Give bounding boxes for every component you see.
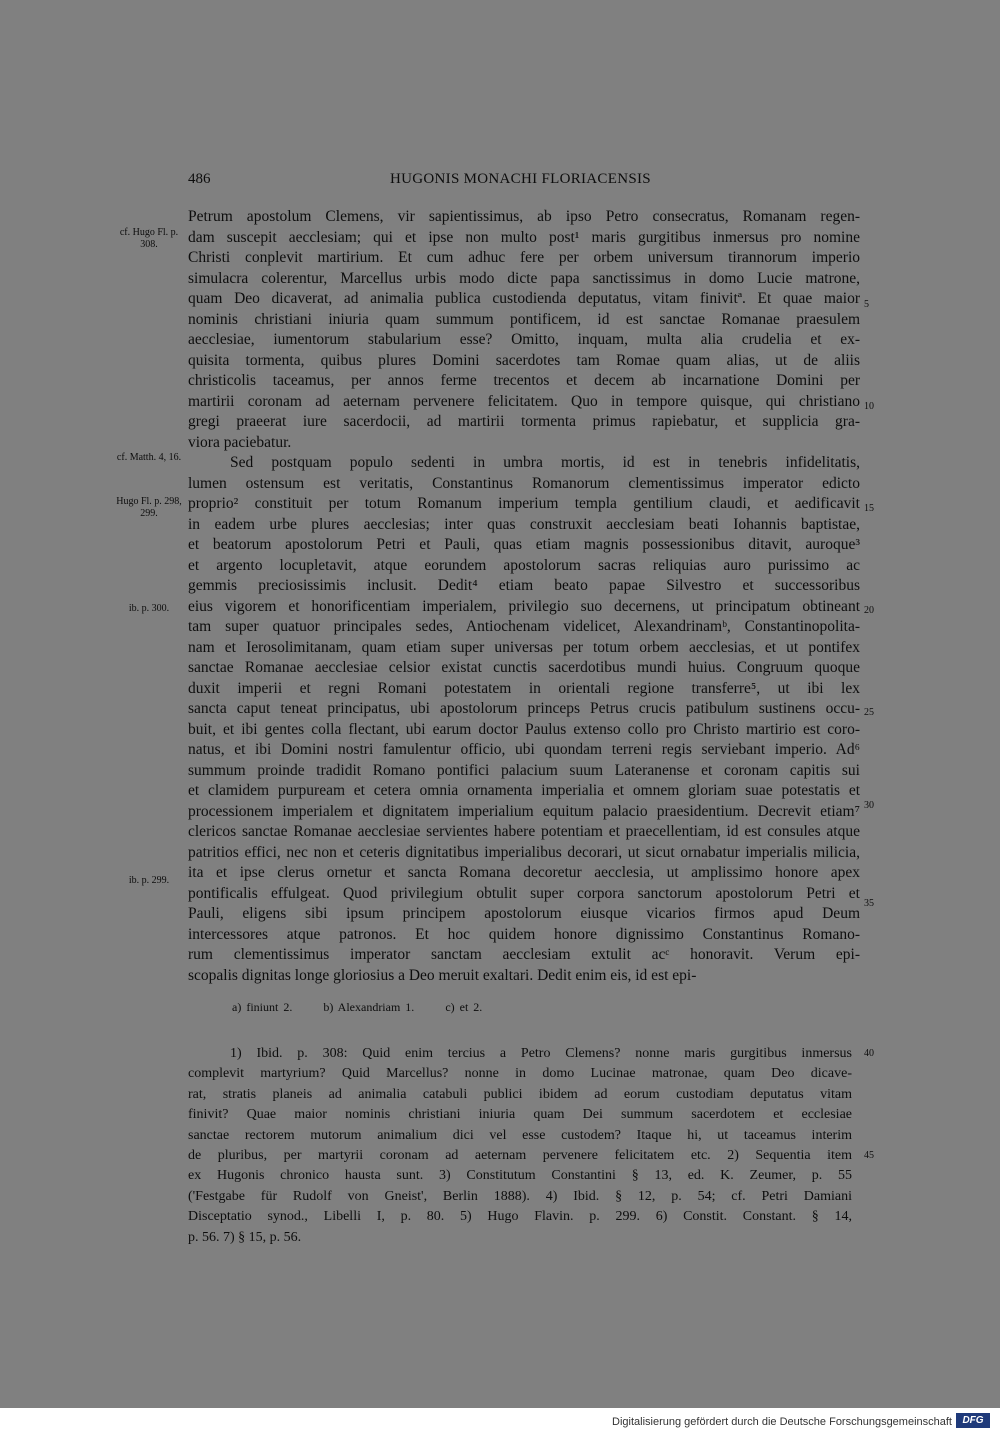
footnote-line: rat, stratis planeis ad animalia catabuli publici ibidem ad eorum custodiam deputatus vitam [188, 1086, 852, 1102]
text-line: ita et ipse clerus ornetur et sancta Romana decoretur aecclesia, ut amplissimo honore apex [188, 864, 860, 881]
line-number: 45 [864, 1150, 874, 1161]
text-line: patritios effici, nec non et ceteris dignitatibus imperialibus decorari, ut sicut ornabatur imperialis milicia, [188, 843, 860, 861]
footnote-line: complevit martyrium? Quid Marcellus? nonne in domo Lucinae matronae, quam Deo dicave- [188, 1066, 852, 1082]
text-line: Pauli, eligens sibi ipsum principem apostolorum eiusque vicarios firmos apud Deum [188, 905, 860, 922]
text-line: sanctae Romanae aecclesiae celsior existat cunctis sacerdotibus mundi huius. Congruum quoque [188, 659, 860, 676]
line-number: 40 [864, 1048, 874, 1059]
text-line: buit, et ibi gentes colla flectant, ubi earum doctor Paulus extenso collo pro Christo martirio est coro- [188, 720, 860, 738]
side-note: ib. p. 300. [128, 603, 170, 614]
text-line: clericos sanctae Romanae aecclesiae servientes habere potentiam et praecellentiam, id est consules atque [188, 823, 860, 840]
text-line: intercessores atque patronos. Et hoc quidem honore dignissimo Constantinus Romano- [188, 925, 860, 943]
side-note: Hugo Fl. p. 298, 299. [116, 496, 182, 519]
text-line: pontificalis effulgeat. Quod privilegium obtulit super corpora sanctorum apostolorum Petri et [188, 884, 860, 902]
text-line: martirii coronam ad aeternam pervenere felicitatem. Quo in tempore quisque, qui christiano [188, 392, 860, 410]
text-line: et beatorum apostolorum Petri et Pauli, quas etiam magnis possessionibus ditavit, auroque³ [188, 536, 860, 553]
text-line: aecclesiae, iumentorum stabularium esse? Omitto, inquam, multa alia crudelia et ex- [188, 331, 860, 348]
text-line: eius vigorem et honorificentiam imperialem, privilegio suo decernens, ut principatum obtineant [188, 597, 860, 615]
page-number: 486 [188, 171, 211, 187]
footnote-line: sanctae rectorem mutorum animalium dici vel esse custodem? Itaque hi, ut taceamus interim [188, 1127, 852, 1143]
text-line: gregi praeerat iure sacerdocii, ad martirii tormenta primus rapiebatur, et supplicia gra- [188, 413, 860, 430]
apparatus-entry: c) et 2. [445, 1000, 483, 1014]
footnote-line: de pluribus, per martyrii coronam ad aeternam pervenere felicitatem etc. 2) Sequentia item [188, 1147, 852, 1163]
text-line: Christi conplevit martirium. Et cum adhuc fere per orbem universum tirannorum imperio [188, 249, 860, 266]
dfg-logo: DFG [956, 1413, 990, 1428]
text-line: in eadem urbe plures aecclesias; inter quas construxit aecclesiam beati Iohannis baptistae, [188, 515, 860, 533]
text-line: quisita tormenta, quibus plures Domini sacerdotes tam Romae quam alias, ut de aliis [188, 351, 860, 369]
side-note: cf. Hugo Fl. p. 308. [119, 227, 179, 250]
line-number: 30 [864, 800, 874, 811]
line-number: 25 [864, 707, 874, 718]
text-line: duxit imperii et regni Romani potestatem in orientali regione transferre⁵, ut ibi lex [188, 679, 860, 697]
footnote-line: ('Festgabe für Rudolf von Gneist', Berlin 1888). 4) Ibid. § 12, p. 54; cf. Petri Damiani [188, 1188, 852, 1204]
text-line: nominis christiani iniuria quam summum pontificem, id est sanctae Romanae praesulem [188, 310, 860, 328]
line-number: 20 [864, 605, 874, 616]
text-line: proprio² constituit per totum Romanum imperium templa gentilium claudi, et aedificavit [188, 495, 860, 512]
text-line: natus, et ibi Domini nostri famulentur officio, ubi quondam terreni regis serviebant imperio. Ad⁶ [188, 741, 860, 758]
line-number: 5 [864, 299, 869, 310]
text-line: scopalis dignitas longe gloriosius a Deo meruit exaltari. Dedit enim eis, id est epi- [188, 966, 697, 984]
text-line: Sed postquam populo sedenti in umbra mortis, id est in tenebris infidelitatis, [230, 454, 860, 471]
text-line: sancta caput teneat principatus, ubi apostolorum princeps Petrus crucis patibulum sustinens occu- [188, 700, 860, 717]
text-line: processionem imperialem et dignitatem imperialium equitum palacio praesidentium. Decrevit etiam⁷ [188, 802, 860, 820]
footnote-line: p. 56. 7) § 15, p. 56. [188, 1229, 302, 1245]
text-line: tam super quatuor principales sedes, Antiochenam videlicet, Alexandrinamᵇ, Constantinopolita- [188, 618, 860, 635]
apparatus-entry: a) finiunt 2. [232, 1000, 293, 1014]
apparatus-entry: b) Alexandriam 1. [323, 1000, 415, 1014]
main-text [188, 207, 860, 986]
footnote-line: 1) Ibid. p. 308: Quid enim tercius a Petro Clemens? nonne maris gurgitibus inmersus [230, 1046, 852, 1061]
text-line: simulacra colerentur, Marcellus urbis modo dicte papa sanctissimus in domo Lucie matrone, [188, 269, 860, 287]
footnote-line: finivit? Quae maior nominis christiani iniuria quam Dei summum sacerdotem et ecclesiae [188, 1107, 852, 1123]
text-line: et clamidem purpuream et cetera omnia ornamenta imperialia et omnem gloriam suae potestatis et [188, 782, 860, 799]
text-line: christicolis taceamus, per annos ferme trecentos et decem ab incarnatione Domini per [188, 372, 860, 389]
footnote-line: ex Hugonis chronico hausta sunt. 3) Constitutum Constantini § 13, ed. K. Zeumer, p. 55 [188, 1168, 852, 1184]
side-note: cf. Matth. 4, 16. [116, 452, 182, 463]
funding-notice: Digitalisierung gefördert durch die Deutsche Forschungsgemeinschaft [612, 1416, 952, 1428]
text-line: Petrum apostolum Clemens, vir sapientissimus, ab ipso Petro consecratus, Romanam regen- [188, 208, 860, 225]
line-number: 35 [864, 898, 874, 909]
text-line: et argento locupletavit, atque eorundem apostolorum sacras reliquias auro purissimo ac [188, 556, 860, 574]
text-line: nam et Ierosolimitanam, quam etiam super universas per totum orbem aecclesias, et ut pontifex [188, 638, 860, 656]
footnotes [188, 1044, 852, 1248]
text-line: rum clementissimus imperator sanctam aecclesiam extulit acᶜ honoravit. Verum epi- [188, 946, 860, 963]
line-number: 15 [864, 503, 874, 514]
text-line: summum proinde tradidit Romano pontifici palacium suum Lateranense et coronam capitis sui [188, 761, 860, 779]
text-line: quam Deo dicaverat, ad animalia publica custodienda deputatus, vitam finivitª. Et quae maior [188, 290, 860, 307]
critical-apparatus [232, 1000, 508, 1015]
running-title: HUGONIS MONACHI FLORIACENSIS [390, 171, 651, 187]
text-line: gemmis preciosissimis inclusit. Dedit⁴ etiam beato papae Silvestro et successoribus [188, 577, 860, 594]
text-line: lumen ostensum est veritatis, Constantinus Romanorum clementissimus imperator edicto [188, 474, 860, 492]
line-number: 10 [864, 401, 874, 412]
footnote-line: Disceptatio synod., Libelli I, p. 80. 5) Hugo Flavin. p. 299. 6) Constit. Constant. § 14, [188, 1209, 852, 1225]
text-line: viora paciebatur. [188, 433, 292, 451]
text-line: dam suscepit aecclesiam; qui et ipse non multo post¹ maris gurgitibus inmersus pro nomine [188, 228, 860, 246]
side-note: ib. p. 299. [128, 875, 170, 886]
